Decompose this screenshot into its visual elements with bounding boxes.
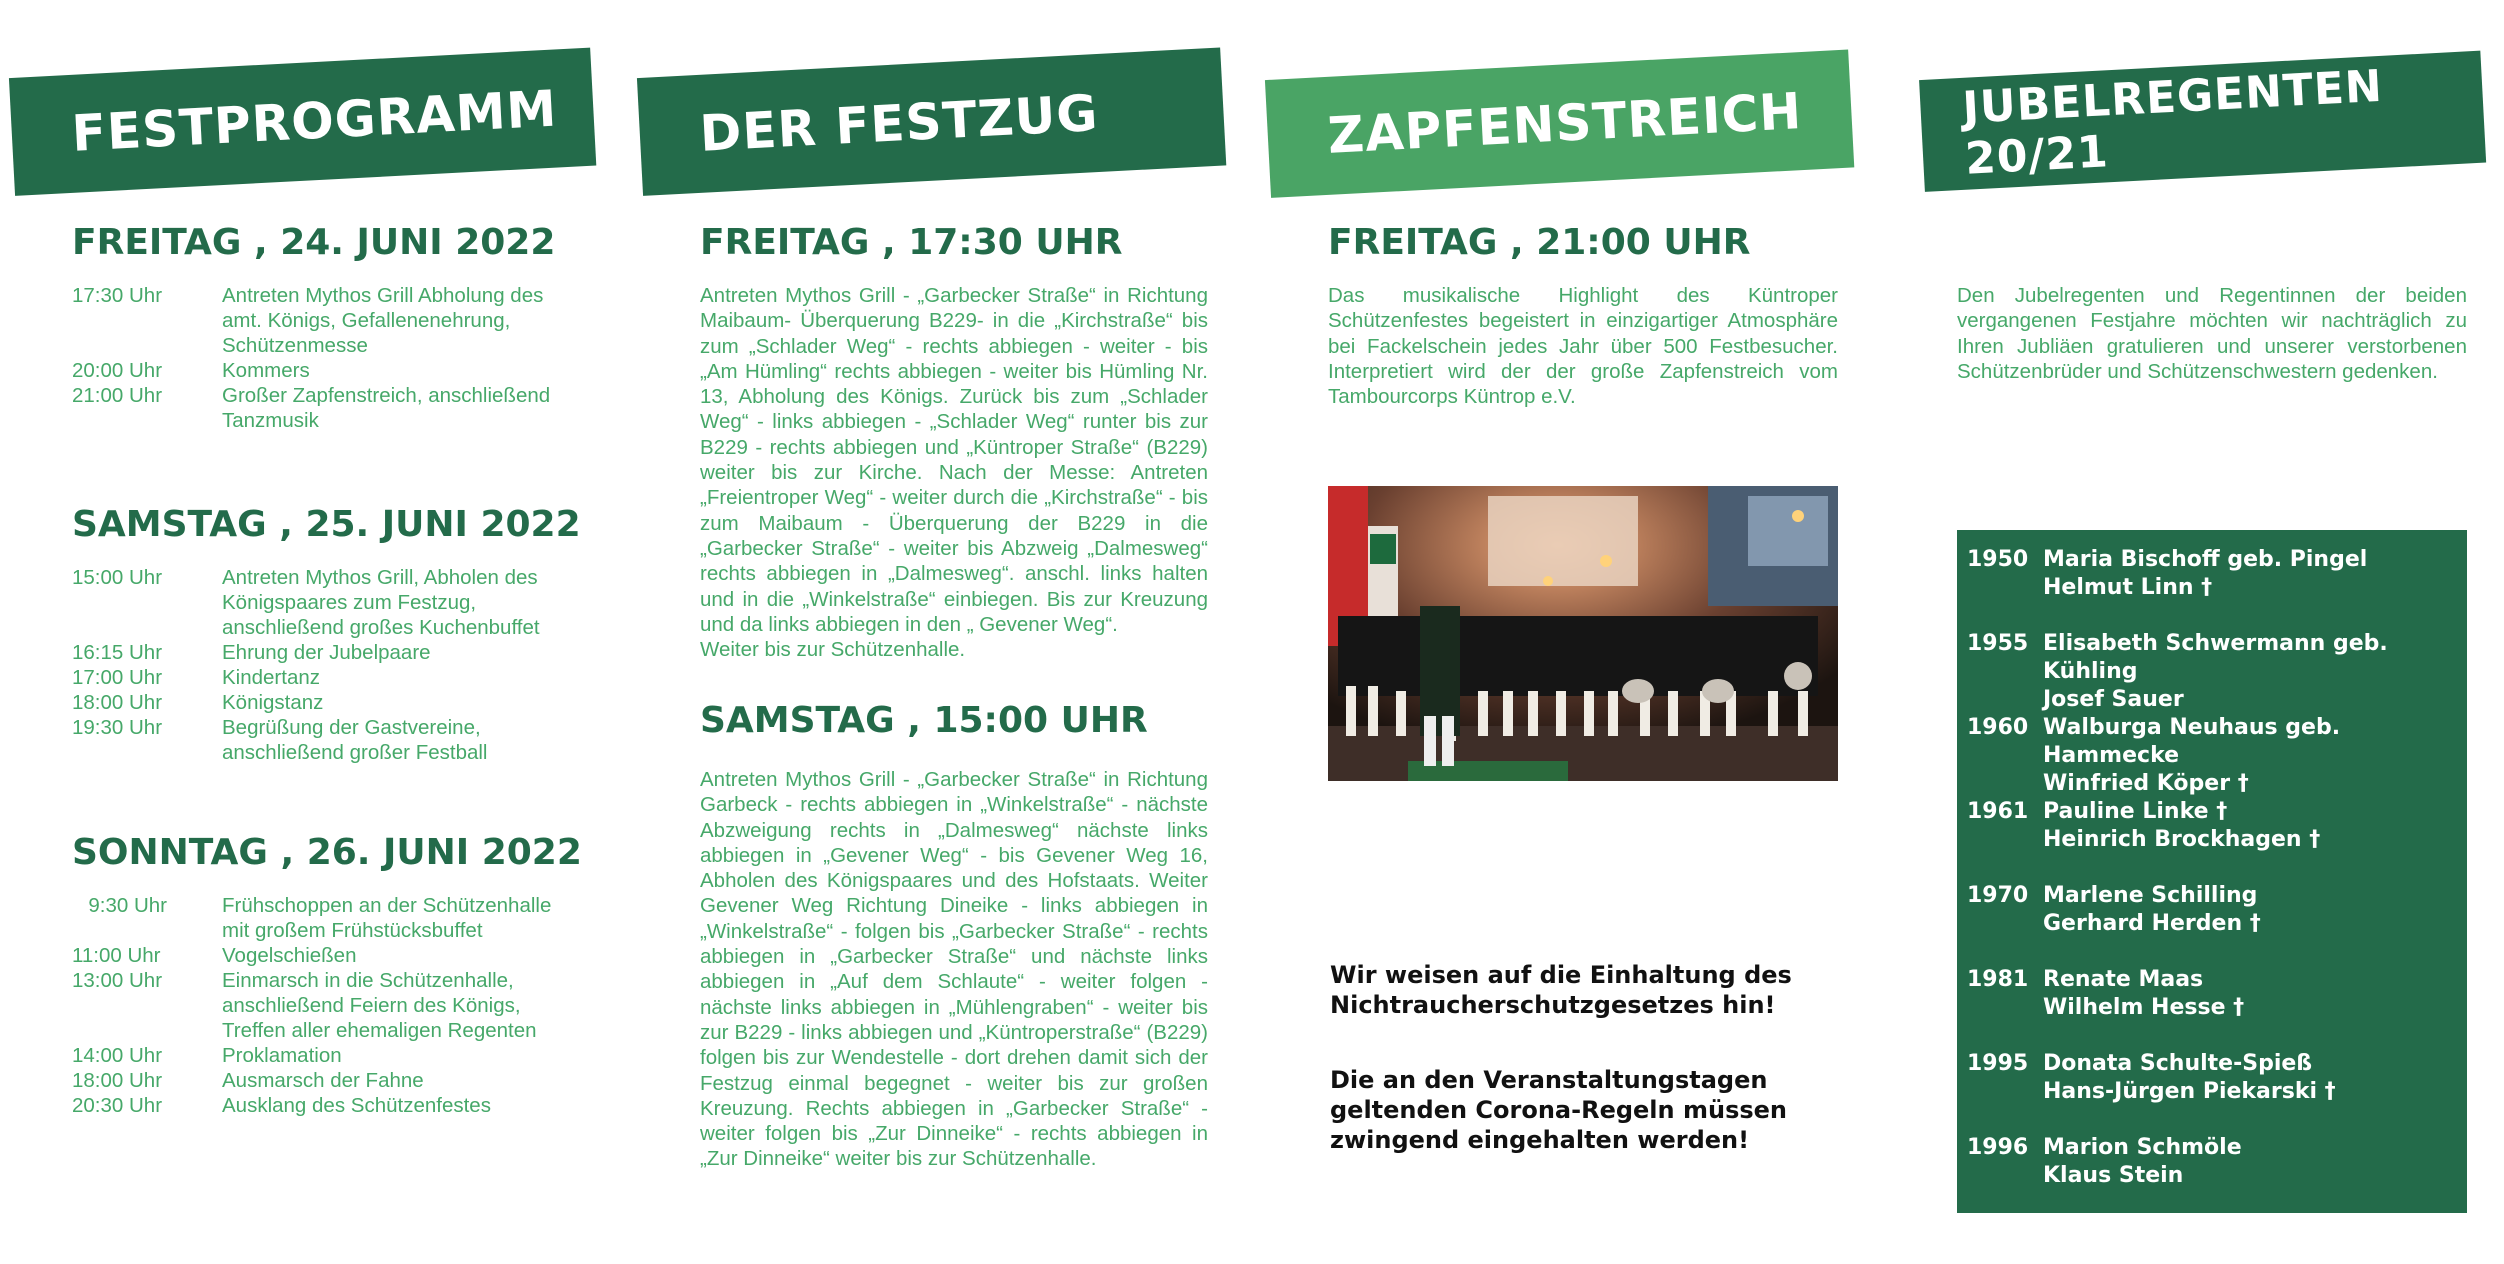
zapfenstreich-title: ZAPFENSTREICH xyxy=(1326,82,1804,165)
schedule-desc: Großer Zapfenstreich, anschließend Tanzmusik xyxy=(222,384,551,432)
zapfenstreich-photo-image xyxy=(1328,486,1838,781)
jubel-title: JUBELREGENTEN 20/21 xyxy=(1961,60,2384,185)
zapfenstreich-heading: FREITAG , 21:00 UHR xyxy=(1328,222,1751,263)
schedule-time: 19:30 Uhr xyxy=(72,716,163,739)
regent-name: Elisabeth Schwermann geb. Kühling xyxy=(2043,631,2388,684)
regent-partner: Wilhelm Hesse † xyxy=(2043,995,2245,1020)
regent-name: Renate Maas xyxy=(2043,967,2204,992)
zapfenstreich-text: Das musikalische Highlight des Küntroper Schützenfestes begeistert in einzigartiger Atmosphäre bei Fackelschein jedes Jahr über 500 Festbesucher. Interpretiert wird der der große Zapfenstreich vom Tambourcorps Küntrop e.V. xyxy=(1328,284,1838,409)
schedule-row xyxy=(72,665,572,690)
regent-name: Marion Schmöle xyxy=(2043,1135,2242,1160)
regent-year: 1995 xyxy=(1967,1051,2029,1076)
regent-name: Donata Schulte-Spieß xyxy=(2043,1051,2313,1076)
regent-partner: Josef Sauer xyxy=(2043,687,2184,712)
schedule-time: 21:00 Uhr xyxy=(72,384,163,407)
schedule-desc: Antreten Mythos Grill Abholung des amt. Königs, Gefallenenehrung, Schützenmesse xyxy=(222,284,544,357)
jubel-text: Den Jubelregenten und Regentinnen der beiden vergangenen Festjahre möchten wir nachträglich zu Ihren Jubliäen gratulieren und unserer verstorbenen Schützenbrüder und Schützenschwestern gedenken. xyxy=(1957,284,2467,383)
sunday-schedule xyxy=(72,893,582,1118)
regents-list xyxy=(1957,530,2467,1213)
schedule-time: 15:00 Uhr xyxy=(72,566,163,589)
schedule-row xyxy=(72,358,572,383)
regent-entry xyxy=(1957,882,2467,966)
schedule-desc: Vogelschießen xyxy=(222,944,357,967)
schedule-row xyxy=(72,283,572,358)
jubel-banner xyxy=(1919,51,2486,192)
schedule-time: 17:30 Uhr xyxy=(72,284,163,307)
schedule-desc: Kindertanz xyxy=(222,666,321,689)
zapfenstreich-photo xyxy=(1328,486,1838,781)
festzug-friday-text: Antreten Mythos Grill - „Garbecker Straße“ in Richtung Maibaum- Überquerung B229- in die „Kirchstraße“ bis zum „Schlader Weg“ - rechts abbiegen - weiter - bis „Am Hümling“ rechts abbiegen - weiter bis Hümling Nr. 13, Abholung des Königs. Zurück bis zum „Schlader Weg“ - links abbiegen - „Schlader Weg“ runter bis zur B229 - rechts abbiegen und „Küntroper Straße“ (B229) weiter bis zur Kirche. Nach der Messe: Antreten „Freientroper Weg“ - weiter durch die „Kirchstraße“ - bis zum Maibaum - Überquerung der B229 in die „Garbecker Straße“ - weiter bis Abzweig „Dalmesweg“ rechts abbiegen in „Dalmesweg“. anschl. links halten und in die „Winkelstraße“ einbiegen. Bis zur Kreuzung und da links abbiegen in den „ Gevener Weg“. xyxy=(700,284,1208,636)
festzug-saturday-heading: SAMSTAG , 15:00 UHR xyxy=(700,700,1148,741)
regent-year: 1950 xyxy=(1967,547,2029,572)
schedule-row xyxy=(72,715,572,765)
festzug-friday-text-end: Weiter bis zur Schützenhalle. xyxy=(700,638,966,661)
schedule-time: 9:30 Uhr xyxy=(88,894,167,917)
schedule-desc: Proklamation xyxy=(222,1044,342,1067)
schedule-row xyxy=(72,1068,582,1093)
schedule-desc: Einmarsch in die Schützenhalle, anschließend Feiern des Königs, Treffen aller ehemaligen Regenten xyxy=(222,969,537,1042)
regent-entry xyxy=(1957,798,2467,882)
regent-entry xyxy=(1957,546,2467,630)
regent-partner: Hans-Jürgen Piekarski † xyxy=(2043,1079,2336,1104)
schedule-time: 18:00 Uhr xyxy=(72,1069,163,1092)
regent-partner: Helmut Linn † xyxy=(2043,575,2213,600)
regent-year: 1961 xyxy=(1967,799,2029,824)
schedule-row xyxy=(72,565,572,640)
festzug-friday-heading: FREITAG , 17:30 UHR xyxy=(700,222,1123,263)
regent-partner: Gerhard Herden † xyxy=(2043,911,2261,936)
schedule-row xyxy=(72,383,572,433)
schedule-row xyxy=(72,690,572,715)
schedule-time: 16:15 Uhr xyxy=(72,641,163,664)
schedule-row xyxy=(72,943,582,968)
schedule-time: 20:30 Uhr xyxy=(72,1094,163,1117)
regent-year: 1970 xyxy=(1967,883,2029,908)
schedule-time: 18:00 Uhr xyxy=(72,691,163,714)
friday-schedule xyxy=(72,283,572,433)
schedule-desc: Ehrung der Jubelpaare xyxy=(222,641,431,664)
saturday-schedule xyxy=(72,565,572,765)
schedule-row xyxy=(72,1093,582,1118)
regent-name: Walburga Neuhaus geb. Hammecke xyxy=(2043,715,2341,768)
corona-notice: Die an den Veranstaltungstagen geltenden Corona-Regeln müssen zwingend eingehalten werden! xyxy=(1330,1066,1787,1154)
regent-name: Maria Bischoff geb. Pingel xyxy=(2043,547,2368,572)
schedule-row xyxy=(72,640,572,665)
regent-entry xyxy=(1957,714,2467,798)
regent-name: Pauline Linke † xyxy=(2043,799,2228,824)
nonsmoker-notice: Wir weisen auf die Einhaltung des Nichtraucherschutzgesetzes hin! xyxy=(1330,961,1792,1019)
schedule-row xyxy=(72,893,582,943)
schedule-desc: Antreten Mythos Grill, Abholen des Königspaares zum Festzug, anschließend großes Kuchenbuffet xyxy=(222,566,540,639)
schedule-row xyxy=(72,968,582,1043)
schedule-desc: Ausklang des Schützenfestes xyxy=(222,1094,491,1117)
schedule-desc: Begrüßung der Gastvereine, anschließend großer Festball xyxy=(222,716,488,764)
regent-entry xyxy=(1957,1050,2467,1134)
schedule-time: 14:00 Uhr xyxy=(72,1044,163,1067)
schedule-desc: Kommers xyxy=(222,359,310,382)
schedule-desc: Ausmarsch der Fahne xyxy=(222,1069,424,1092)
festprogramm-title: FESTPROGRAMM xyxy=(70,79,559,163)
regent-year: 1955 xyxy=(1967,631,2029,656)
regent-entry xyxy=(1957,630,2467,714)
festzug-banner xyxy=(637,48,1226,196)
schedule-time: 13:00 Uhr xyxy=(72,969,163,992)
friday-heading: FREITAG , 24. JUNI 2022 xyxy=(72,222,556,263)
regent-partner: Heinrich Brockhagen † xyxy=(2043,827,2321,852)
regent-year: 1996 xyxy=(1967,1135,2029,1160)
regent-partner: Klaus Stein xyxy=(2043,1163,2184,1188)
festzug-title: DER FESTZUG xyxy=(698,84,1100,163)
festzug-saturday-text: Antreten Mythos Grill - „Garbecker Straße“ in Richtung Garbeck - rechts abbiegen in „Winkelstraße“ - nächste Abzweigung rechts in „Dalmesweg“ nächste links abbiegen in „Gevener Weg“ - bis Gevener Weg 16, Abholen des Königspaares und des Hofstaats. Weiter Gevener Weg Richtung Dineike - links abbiegen in „Winkelstraße“ - folgen bis „Garbecker Straße“ - rechts abbiegen in „Garbecker Straße“ und nächste links abbiegen in „Auf dem Schlaute“ - weiter folgen - nächste links abbiegen in „Mühlengraben“ - weiter bis zur B229 - links abbiegen und „Küntroperstraße“ (B229) folgen bis zur Wendestelle - dort drehen damit sich der Festzug einmal begegnet - weiter bis zur großen Kreuzung. Rechts abbiegen in „Garbecker Straße“ - weiter folgen bis „Zur Dinneike“ - rechts abbiegen in „Zur Dinneike“ weiter bis zur Schützenhalle. xyxy=(700,768,1208,1171)
sunday-heading: SONNTAG , 26. JUNI 2022 xyxy=(72,832,582,873)
schedule-row xyxy=(72,1043,582,1068)
festprogramm-banner xyxy=(9,48,596,196)
regent-year: 1960 xyxy=(1967,715,2029,740)
regent-entry xyxy=(1957,966,2467,1050)
regent-partner: Winfried Köper † xyxy=(2043,771,2249,796)
saturday-heading: SAMSTAG , 25. JUNI 2022 xyxy=(72,504,581,545)
regent-name: Marlene Schilling xyxy=(2043,883,2258,908)
schedule-time: 11:00 Uhr xyxy=(72,944,161,967)
schedule-time: 17:00 Uhr xyxy=(72,666,163,689)
zapfenstreich-banner xyxy=(1265,50,1854,198)
schedule-desc: Königstanz xyxy=(222,691,324,714)
schedule-time: 20:00 Uhr xyxy=(72,359,163,382)
regent-year: 1981 xyxy=(1967,967,2029,992)
schedule-desc: Frühschoppen an der Schützenhalle mit großem Frühstücksbuffet xyxy=(222,894,552,942)
regent-entry xyxy=(1957,1134,2467,1218)
